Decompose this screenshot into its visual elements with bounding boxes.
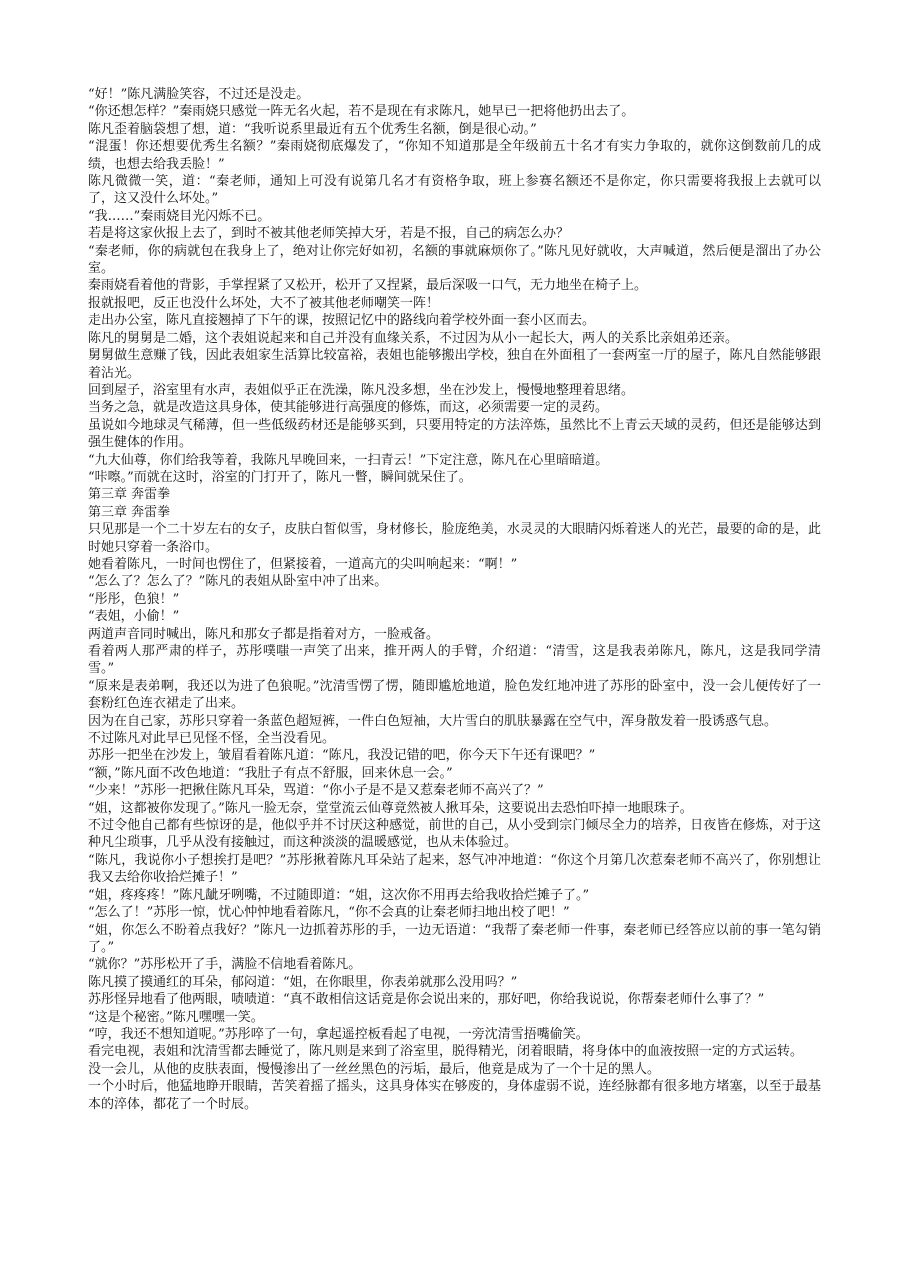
paragraph: 陈凡的舅舅是二婚，这个表姐说起来和自己并没有血缘关系，不过因为从小一起长大，两人的关系比亲姐弟还亲。: [88, 330, 739, 346]
paragraph: 因为在自己家，苏彤只穿着一条蓝色超短裤，一件白色短袖，大片雪白的肌肤暴露在空气中，浑身散发着一股诱惑气息。: [88, 713, 778, 729]
paragraph: 不过令他自己都有些惊讶的是，他似乎并不讨厌这种感觉，前世的自己，从小受到宗门倾尽全力的培养，日夜皆在修炼，对于这种凡尘琐事，几乎从没有接触过，而这种淡淡的温暖感觉，也从未体验过。: [88, 818, 821, 851]
paragraph: 只见那是一个二十岁左右的女子，皮肤白皙似雪，身材修长，脸庞绝美，水灵灵的大眼睛闪烁着迷人的光芒，最要的命的是，此时她只穿着一条浴巾。: [88, 522, 821, 555]
paragraph: “咔嚓。”而就在这时，浴室的门打开了，陈凡一瞥，瞬间就呆住了。: [88, 469, 472, 485]
paragraph: 陈凡歪着脑袋想了想，道：“我听说系里最近有五个优秀生名额，倒是很心动。”: [88, 121, 537, 137]
paragraph: 看完电视，表姐和沈清雪都去睡觉了，陈凡则是来到了浴室里，脱得精光，闭着眼睛，将身体中的血液按照一定的方式运转。: [88, 1044, 804, 1060]
paragraph: 秦雨娆看着他的背影，手掌捏紧了又松开，松开了又捏紧，最后深吸一口气，无力地坐在椅子上。: [88, 278, 648, 294]
paragraph: 两道声音同时喊出，陈凡和那女子都是指着对方，一脸戒备。: [88, 626, 440, 642]
paragraph: “九大仙尊，你们给我等着，我陈凡早晚回来，一扫青云！”下定注意，陈凡在心里暗暗道。: [88, 452, 609, 468]
paragraph: “这是个秘密。”陈凡嘿嘿一笑。: [88, 1009, 264, 1025]
paragraph: 报就报吧，反正也没什么坏处，大不了被其他老师嘲笑一阵！: [88, 295, 440, 311]
paragraph: 陈凡摸了摸通红的耳朵，郁闷道：“姐，在你眼里，你表弟就那么没用吗？”: [88, 974, 518, 990]
paragraph: “怎么了？怎么了？”陈凡的表姐从卧室中冲了出来。: [88, 574, 388, 590]
paragraph: “姐，你怎么不盼着点我好？”陈凡一边抓着苏彤的手，一边无语道：“我帮了秦老师一件事，秦老师已经答应以前的事一笔勾销了。”: [88, 922, 821, 955]
paragraph: 不过陈凡对此早已见怪不怪，全当没看见。: [88, 731, 336, 747]
paragraph: 当务之急，就是改造这具身体，使其能够进行高强度的修炼，而这，必须需要一定的灵药。: [88, 400, 609, 416]
paragraph: 走出办公室，陈凡直接翘掉了下午的课，按照记忆中的路线向着学校外面一套小区而去。: [88, 313, 596, 329]
paragraph: “好！”陈凡满脸笑容，不过还是没走。: [88, 87, 310, 102]
paragraph: “怎么了！”苏彤一惊，忧心忡忡地看着陈凡，“你不会真的让秦老师扫地出校了吧！”: [88, 905, 570, 921]
paragraph: 虽说如今地球灵气稀薄，但一些低级药材还是能够买到，只要用特定的方法淬炼，虽然比不上青云天域的灵药，但还是能够达到强生健体的作用。: [88, 417, 821, 451]
paragraph: 舅舅做生意赚了钱，因此表姐家生活算比较富裕，表姐也能够搬出学校，独自在外面租了一套两室一厅的屋子，陈凡自然能够跟着沾光。: [88, 348, 821, 381]
paragraph: “就你？”苏彤松开了手，满脸不信地看着陈凡。: [88, 957, 362, 973]
paragraph: 回到屋子，浴室里有水声，表姐似乎正在洗澡，陈凡没多想，坐在沙发上，慢慢地整理着思绪。: [88, 382, 635, 398]
paragraph: “彤彤，色狼！”: [88, 591, 180, 607]
paragraph: 陈凡微微一笑，道：“秦老师，通知上可没有说第几名才有资格争取，班上参赛名额还不是你定，你只需要将我报上去就可以了，这又没什么坏处。”: [88, 174, 821, 207]
paragraph: “我……”秦雨娆目光闪烁不已。: [88, 208, 271, 224]
paragraph: 她看着陈凡，一时间也愣住了，但紧接着，一道高亢的尖叫响起来：“啊！”: [88, 556, 518, 572]
paragraph: “陈凡，我说你小子想挨打是吧？”苏彤揪着陈凡耳朵站了起来，怒气冲冲地道：“你这个月第几次惹秦老师不高兴了，你别想让我又去给你收拾烂摊子！”: [88, 852, 821, 886]
paragraph: 若是将这家伙报上去了，到时不被其他老师笑掉大牙，若是不报，自己的病怎么办？: [88, 226, 570, 242]
paragraph: “原来是表弟啊，我还以为进了色狼呢。”沈清雪愣了愣，随即尴尬地道，脸色发红地冲进了苏彤的卧室中，没一会儿便传好了一套粉红色连衣裙走了出来。: [88, 678, 821, 712]
chapter-heading: 第三章 奔雷拳: [88, 504, 171, 520]
paragraph: 没一会儿，从他的皮肤表面，慢慢渗出了一丝丝黑色的污垢，最后，他竟是成为了一个十足的黑人。: [88, 1061, 661, 1077]
paragraph: 苏彤怪异地看了他两眼，啧啧道：“真不敢相信这话竟是你会说出来的，那好吧，你给我说说，你帮秦老师什么事了？”: [88, 992, 765, 1008]
paragraph: “哼，我还不想知道呢。”苏彤啐了一句，拿起遥控板看起了电视，一旁沈清雪捂嘴偷笑。: [88, 1026, 589, 1042]
paragraph: “混蛋！你还想要优秀生名额？”秦雨娆彻底爆发了，“你知不知道那是全年级前五十名才有实力争取的，就你这倒数前几的成绩，也想去给我丢脸！”: [88, 139, 821, 172]
paragraph: 一个小时后，他猛地睁开眼睛，苦笑着摇了摇头，这具身体实在够废的，身体虚弱不说，连经脉都有很多地方堵塞，以至于最基本的淬体，都花了一个时辰。: [88, 1079, 821, 1112]
paragraph: “表姐，小偷！”: [88, 609, 180, 625]
paragraph: “秦老师，你的病就包在我身上了，绝对让你完好如初，名额的事就麻烦你了。”陈凡见好就收，大声喊道，然后便是溜出了办公室。: [88, 243, 821, 277]
paragraph: “额，”陈凡面不改色地道：“我肚子有点不舒服，回来休息一会。”: [88, 765, 453, 781]
paragraph: “姐，这都被你发现了。”陈凡一脸无奈，堂堂流云仙尊竟然被人揪耳朵，这要说出去恐怕吓掉一地眼珠子。: [88, 800, 693, 816]
chapter-heading: 第三章 奔雷拳: [88, 487, 171, 503]
paragraph: “少来！”苏彤一把揪住陈凡耳朵，骂道：“你小子是不是又惹秦老师不高兴了？”: [88, 783, 544, 799]
paragraph: 苏彤一把坐在沙发上，皱眉看着陈凡道：“陈凡，我没记错的吧，你今天下午还有课吧？”: [88, 748, 596, 764]
paragraph: 看着两人那严肃的样子，苏彤噗嗤一声笑了出来，推开两人的手臂，介绍道：“清雪，这是我表弟陈凡，陈凡，这是我同学清雪。”: [88, 644, 821, 677]
paragraph: “姐，疼疼疼！”陈凡龇牙咧嘴，不过随即道：“姐，这次你不用再去给我收拾烂摊子了。”: [88, 887, 590, 903]
paragraph: “你还想怎样？”秦雨娆只感觉一阵无名火起，若不是现在有求陈凡，她早已一把将他扔出去了。: [88, 104, 635, 120]
